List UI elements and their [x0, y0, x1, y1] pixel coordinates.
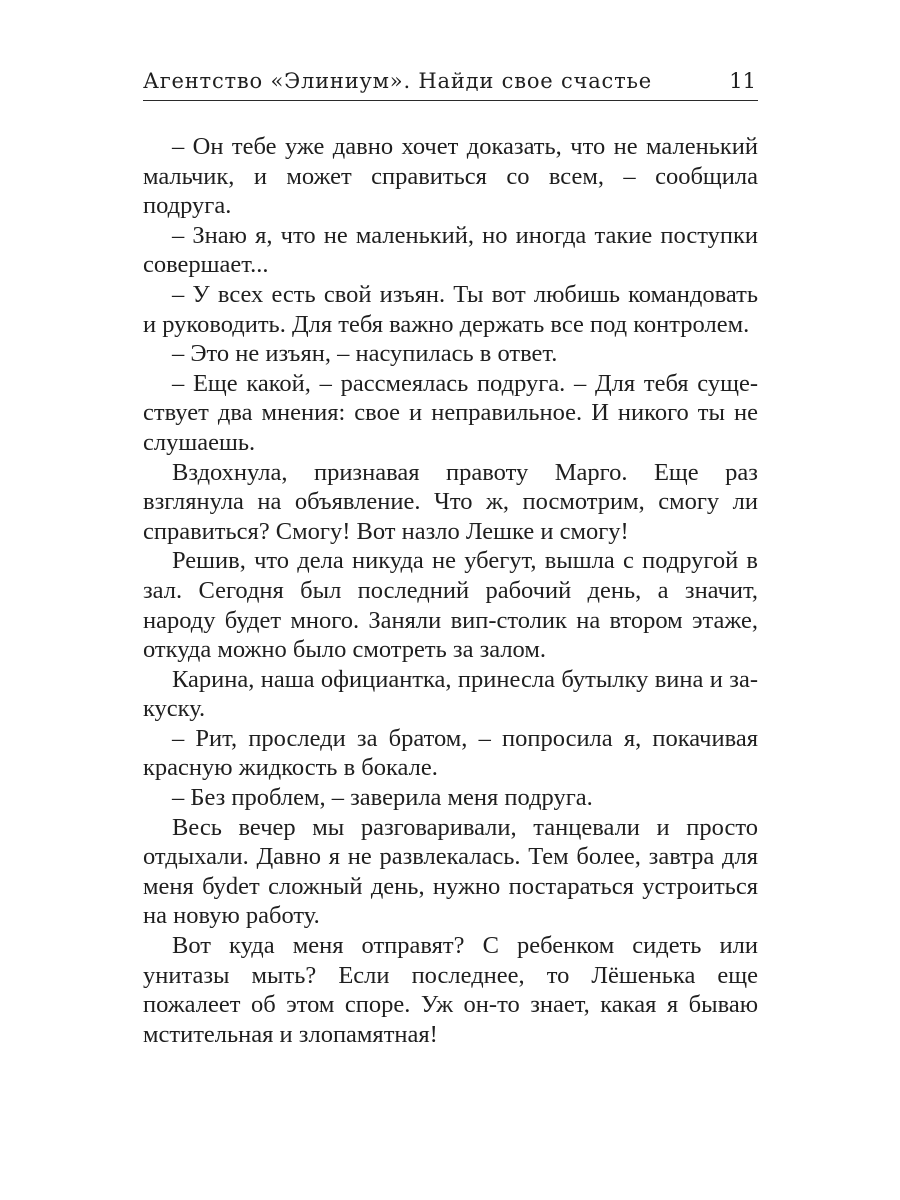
body-text [143, 132, 758, 1049]
paragraph: Карина, наша официантка, принесла бутылку вина и закуску. [143, 665, 758, 723]
paragraph: Весь вечер мы разговаривали, танцевали и просто отдыхали. Давно я не развлекалась. Тем более, завтра для меня буdет сложный день, нужно постараться устроиться на новую работу. [143, 813, 758, 930]
paragraph: – Это не изъян, – насупилась в ответ. [172, 340, 558, 368]
running-header [143, 68, 758, 101]
paragraph: – Он тебе уже давно хочет доказать, что не маленький мальчик, и может справиться со всем, – сообщила подруга. [143, 133, 758, 220]
paragraph: – У всех есть свой изъян. Ты вот любишь командовать и руководить. Для тебя важно держать все под контролем. [143, 280, 758, 338]
paragraph: Вздохнула, признавая правоту Марго. Еще раз взглянула на объявление. Что ж, посмотрим, смогу ли справиться? Смогу! Вот назло Лешке и смогу! [143, 458, 758, 545]
paragraph: – Знаю я, что не маленький, но иногда такие поступки совершает... [143, 221, 758, 279]
paragraph: – Еще какой, – рассмеялась подруга. – Для тебя существует два мнения: свое и неправильное. И никого ты не слушаешь. [143, 369, 758, 456]
paragraph: Решив, что дела никуда не убегут, вышла с подругой в зал. Сегодня был последний рабочий день, а значит, народу будет много. Заняли вип-столик на втором этаже, откуда можно было смотреть за залом. [143, 547, 758, 664]
running-title: Агентство «Элиниум». Найди свое счастье [143, 69, 652, 93]
paragraph: – Без проблем, – заверила меня подруга. [172, 784, 593, 812]
page-number: 11 [729, 69, 756, 93]
paragraph: – Рит, проследи за братом, – попросила я, покачивая красную жидкость в бокале. [143, 724, 758, 782]
paragraph: Вот куда меня отправят? С ребенком сидеть или унитазы мыть? Если последнее, то Лёшенька еще пожалеет об этом споре. Уж он-то знает, какая я бываю мстительная и злопамятная! [143, 932, 758, 1048]
